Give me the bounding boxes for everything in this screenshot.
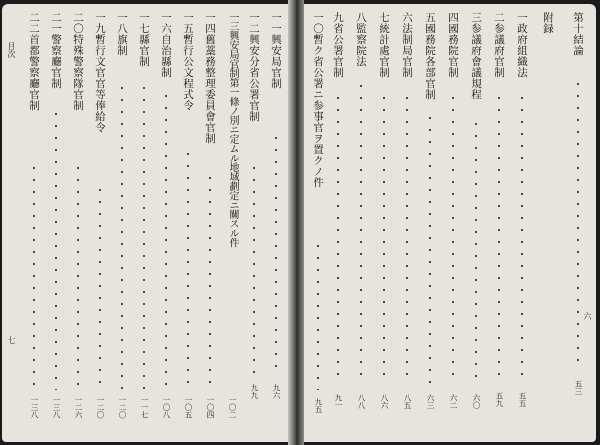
toc-entry: 五國務院各部官制 六三 [424,12,436,409]
toc-entry: 二参議府官制 五九 [493,12,505,407]
toc-entry: 八監察院法 八八 [355,12,367,409]
toc-entry: 一政府組織法 五五 [516,12,528,407]
toc-entry: 六法制局官制 八五 [401,12,413,409]
toc-entry: 一〇暫ク省公署ニ参事官ヲ置クノ件 九五 [312,12,324,413]
toc-entry: 七統計處官制 八六 [378,12,390,409]
running-header: 目次 [7,42,16,58]
toc-entry: 一六自治縣制 一〇八 [160,12,172,419]
toc-entry: 三参議府會議規程 六〇 [470,12,482,409]
toc-entry: 一九暫行文官官等俸給令 一二〇 [94,12,106,419]
book-gutter [288,0,304,445]
toc-entry: 一五暫行公文程式令 一〇五 [182,12,194,419]
toc-entry: 一二興安分省公署官制 九九 [248,12,260,399]
toc-entry: 一一興安局官制 九六 [270,12,282,399]
toc-entry: 九省公署官制 九一 [332,12,344,409]
toc-entry: 一四舊藁務整理委員會官制 一〇四 [204,12,216,419]
page-number-left: 七 [7,336,16,344]
toc-entry: 二一警察廳官制 一三八 [50,12,62,419]
toc-entry: 第十結論 五三 [572,12,584,395]
page-number-right: 六 [583,312,592,320]
toc-entry: 二〇特殊警察隊官制 一二六 [72,12,84,419]
toc-entry: 一三興安局官制第一條ノ別ニ定ムル地域劃定ニ關スル件 一〇二 [227,12,238,419]
toc-entry: 四國務院官制 六二 [447,12,459,409]
toc-entry: 二二首都警察廳官制 一三八 [28,12,40,419]
toc-entry: 一八旗制 一二〇 [116,12,128,419]
toc-entry: 一七縣官制 一一七 [138,12,150,419]
toc-entry: 附録 [542,12,554,34]
